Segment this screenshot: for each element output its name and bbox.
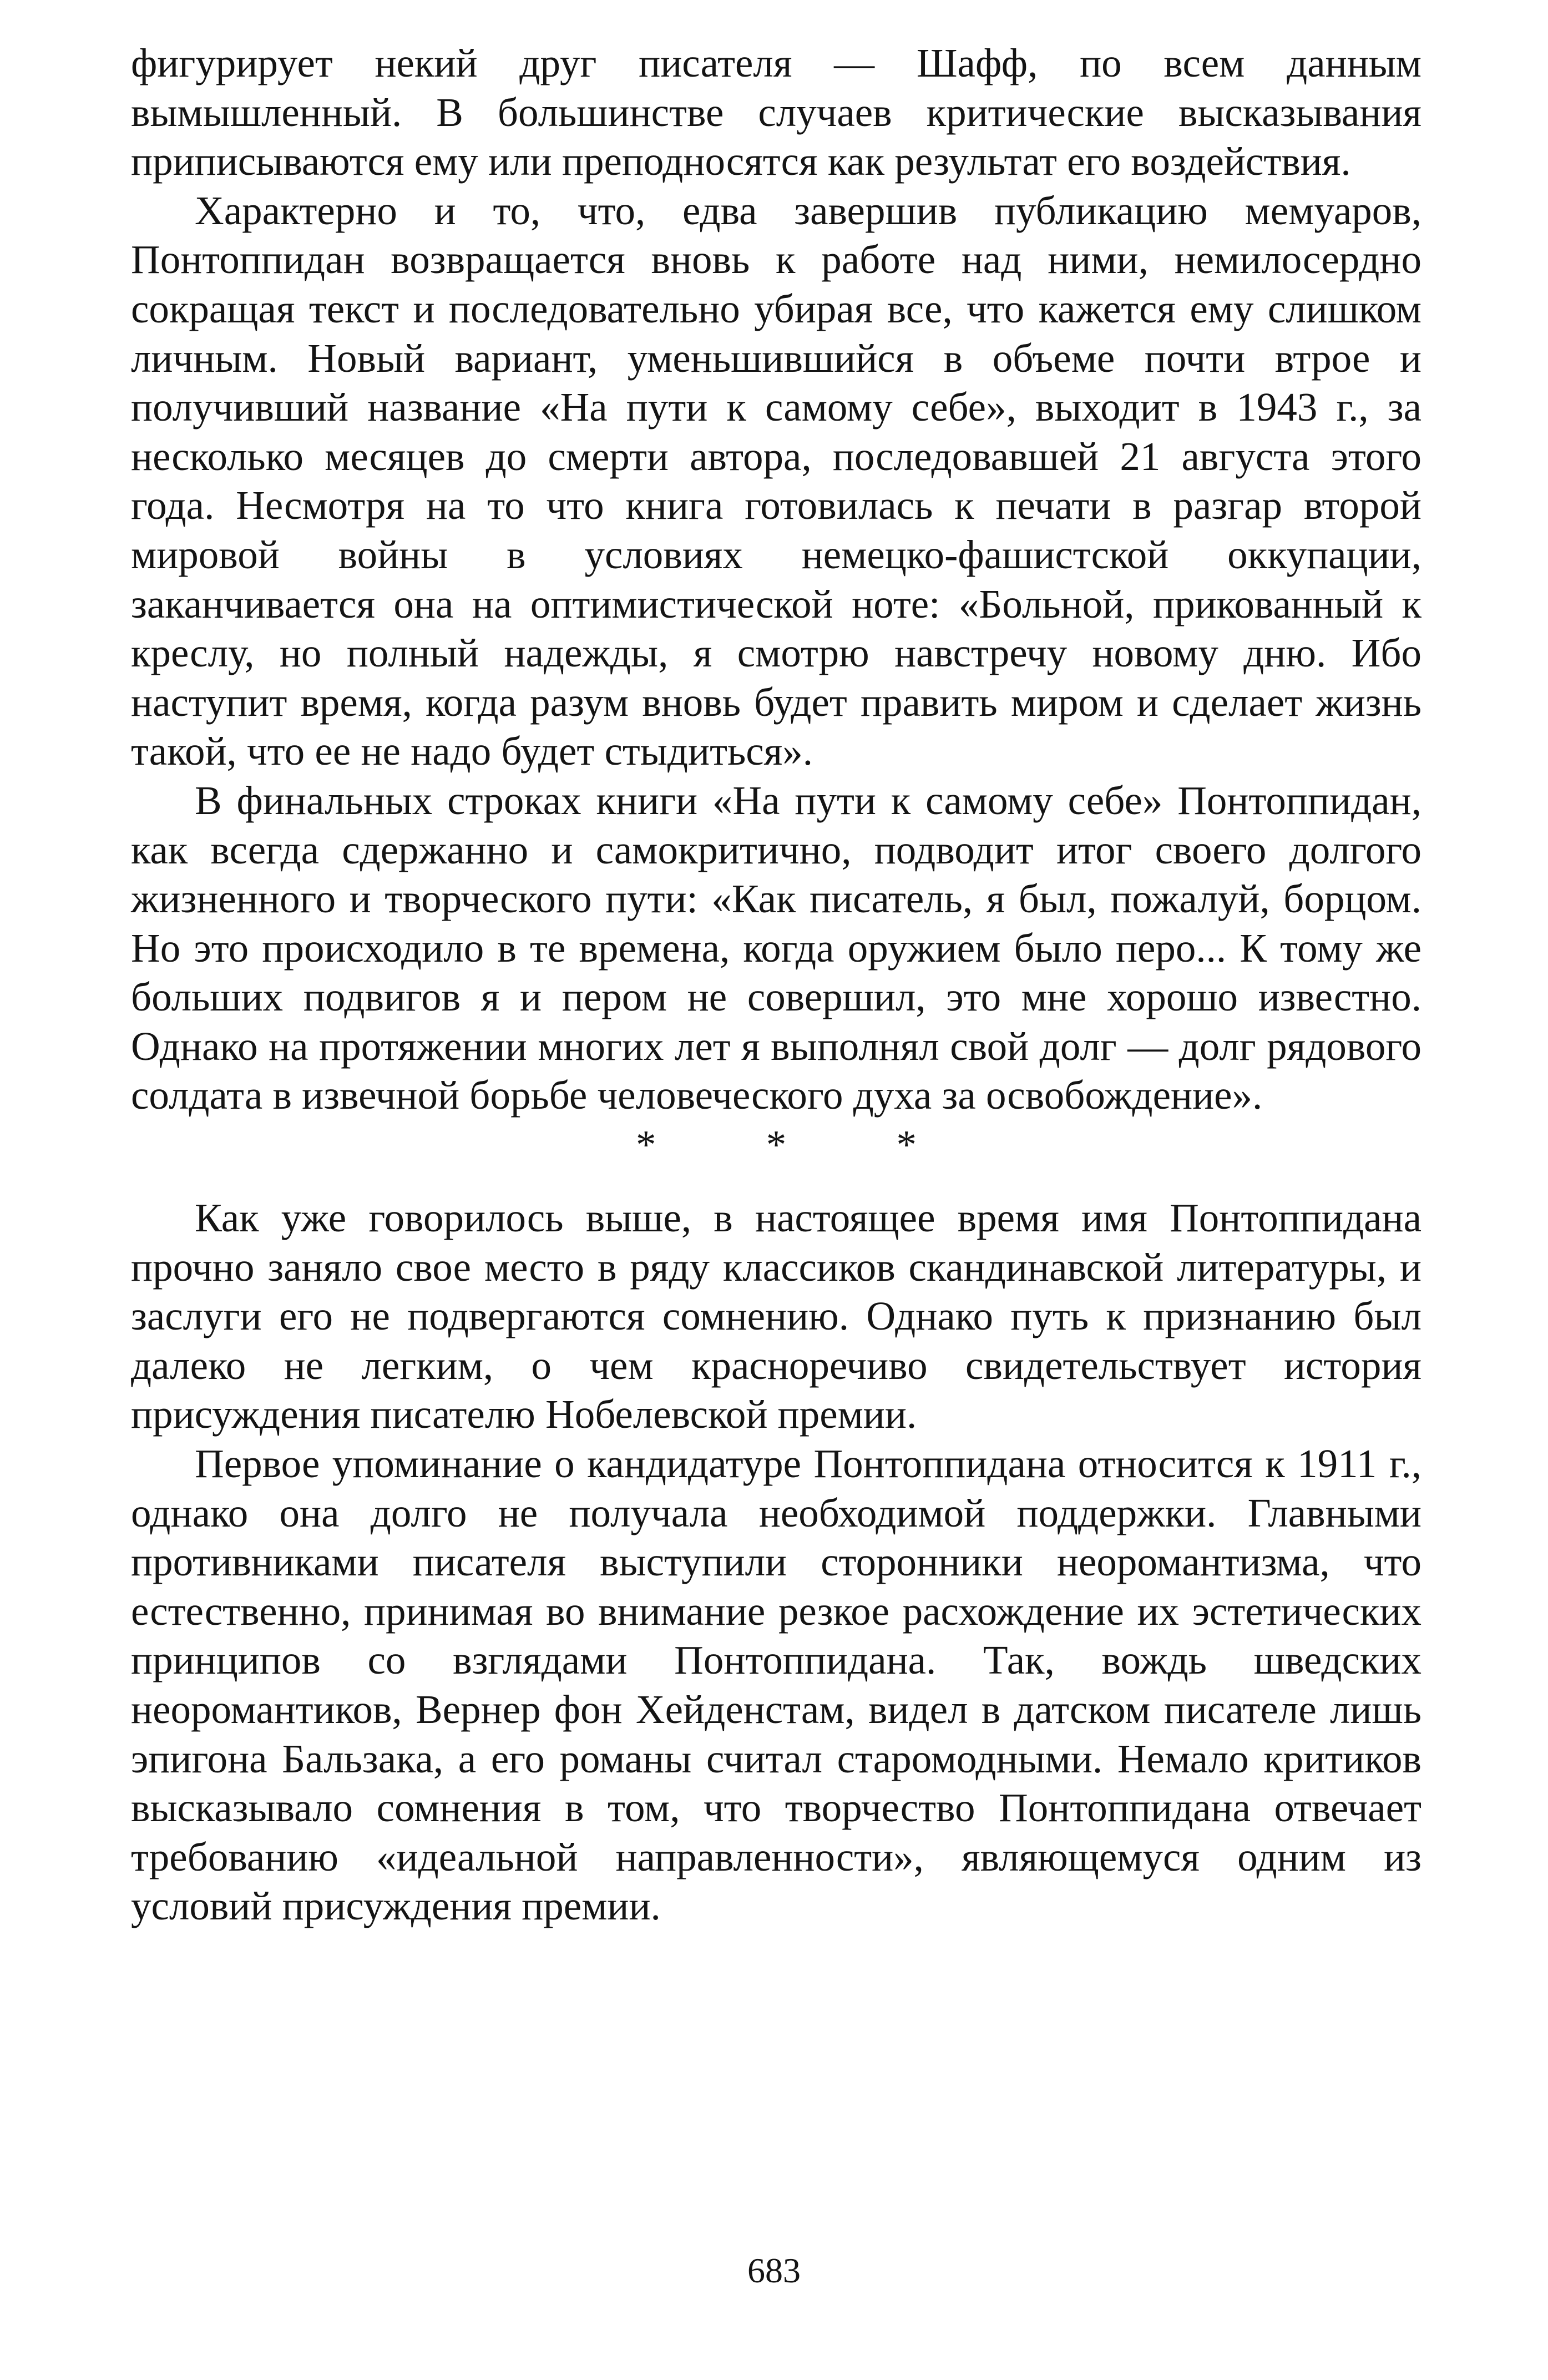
section-separator: * * * <box>636 1122 967 1168</box>
paragraph: Характерно и то, что, едва завершив публикацию мемуаров, Понтоппидан возвращается вновь к работе над ними, немилосердно сокращая текст и последовательно убирая все, что кажется ему слишком личным. Новый вариант, уменьшившийся в объеме почти втрое и получивший название «На пути к самому себе», выходит в 1943 г., за несколько месяцев до смерти автора, последовавшей 21 августа этого года. Несмотря на то что книга готовилась к печати в разгар второй мировой войны в условиях немецко-фашистской оккупации, заканчивается она на оптимистической ноте: «Больной, прикованный к креслу, но полный надежды, я смотрю навстречу новому дню. Ибо наступит время, когда разум вновь будет править миром и сделает жизнь такой, что ее не надо будет стыдиться». <box>131 188 1421 774</box>
paragraph-continuation: фигурирует некий друг писателя — Шафф, по всем данным вымышленный. В большинстве случаев критические высказывания приписываются ему или преподносятся как результат его воздействия. <box>131 41 1421 184</box>
paragraph: Как уже говорилось выше, в настоящее время имя Понтоппидана прочно заняло свое место в ряду классиков скандинавской литературы, и заслуги его не подвергаются сомнению. Однако путь к признанию был далеко не легким, о чем красноречиво свидетельствует история присуждения писателю Нобелевской премии. <box>131 1195 1421 1437</box>
page-number: 683 <box>747 2251 801 2290</box>
page-body <box>131 39 1421 1931</box>
paragraph: Первое упоминание о кандидатуре Понтоппидана относится к 1911 г., однако она долго не получала необходимой поддержки. Главными противниками писателя выступили сторонники неоромантизма, что естественно, принимая во внимание резкое расхождение их эстетических принципов со взглядами Понтоппидана. Так, вождь шведских неоромантиков, Вернер фон Хейденстам, видел в датском писателе лишь эпигона Бальзака, а его романы считал старомодными. Немало критиков высказывало сомнения в том, что творчество Понтоппидана отвечает требованию «идеальной направленности», являющемуся одним из условий присуждения премии. <box>131 1441 1421 1929</box>
paragraph: В финальных строках книги «На пути к самому себе» Понтоппидан, как всегда сдержанно и самокритично, подводит итог своего долгого жизненного и творческого пути: «Как писатель, я был, пожалуй, борцом. Но это происходило в те времена, когда оружием было перо... К тому же больших подвигов я и пером не совершил, это мне хорошо известно. Однако на протяжении многих лет я выполнял свой долг — долг рядового солдата в извечной борьбе человеческого духа за освобождение». <box>131 777 1421 1118</box>
